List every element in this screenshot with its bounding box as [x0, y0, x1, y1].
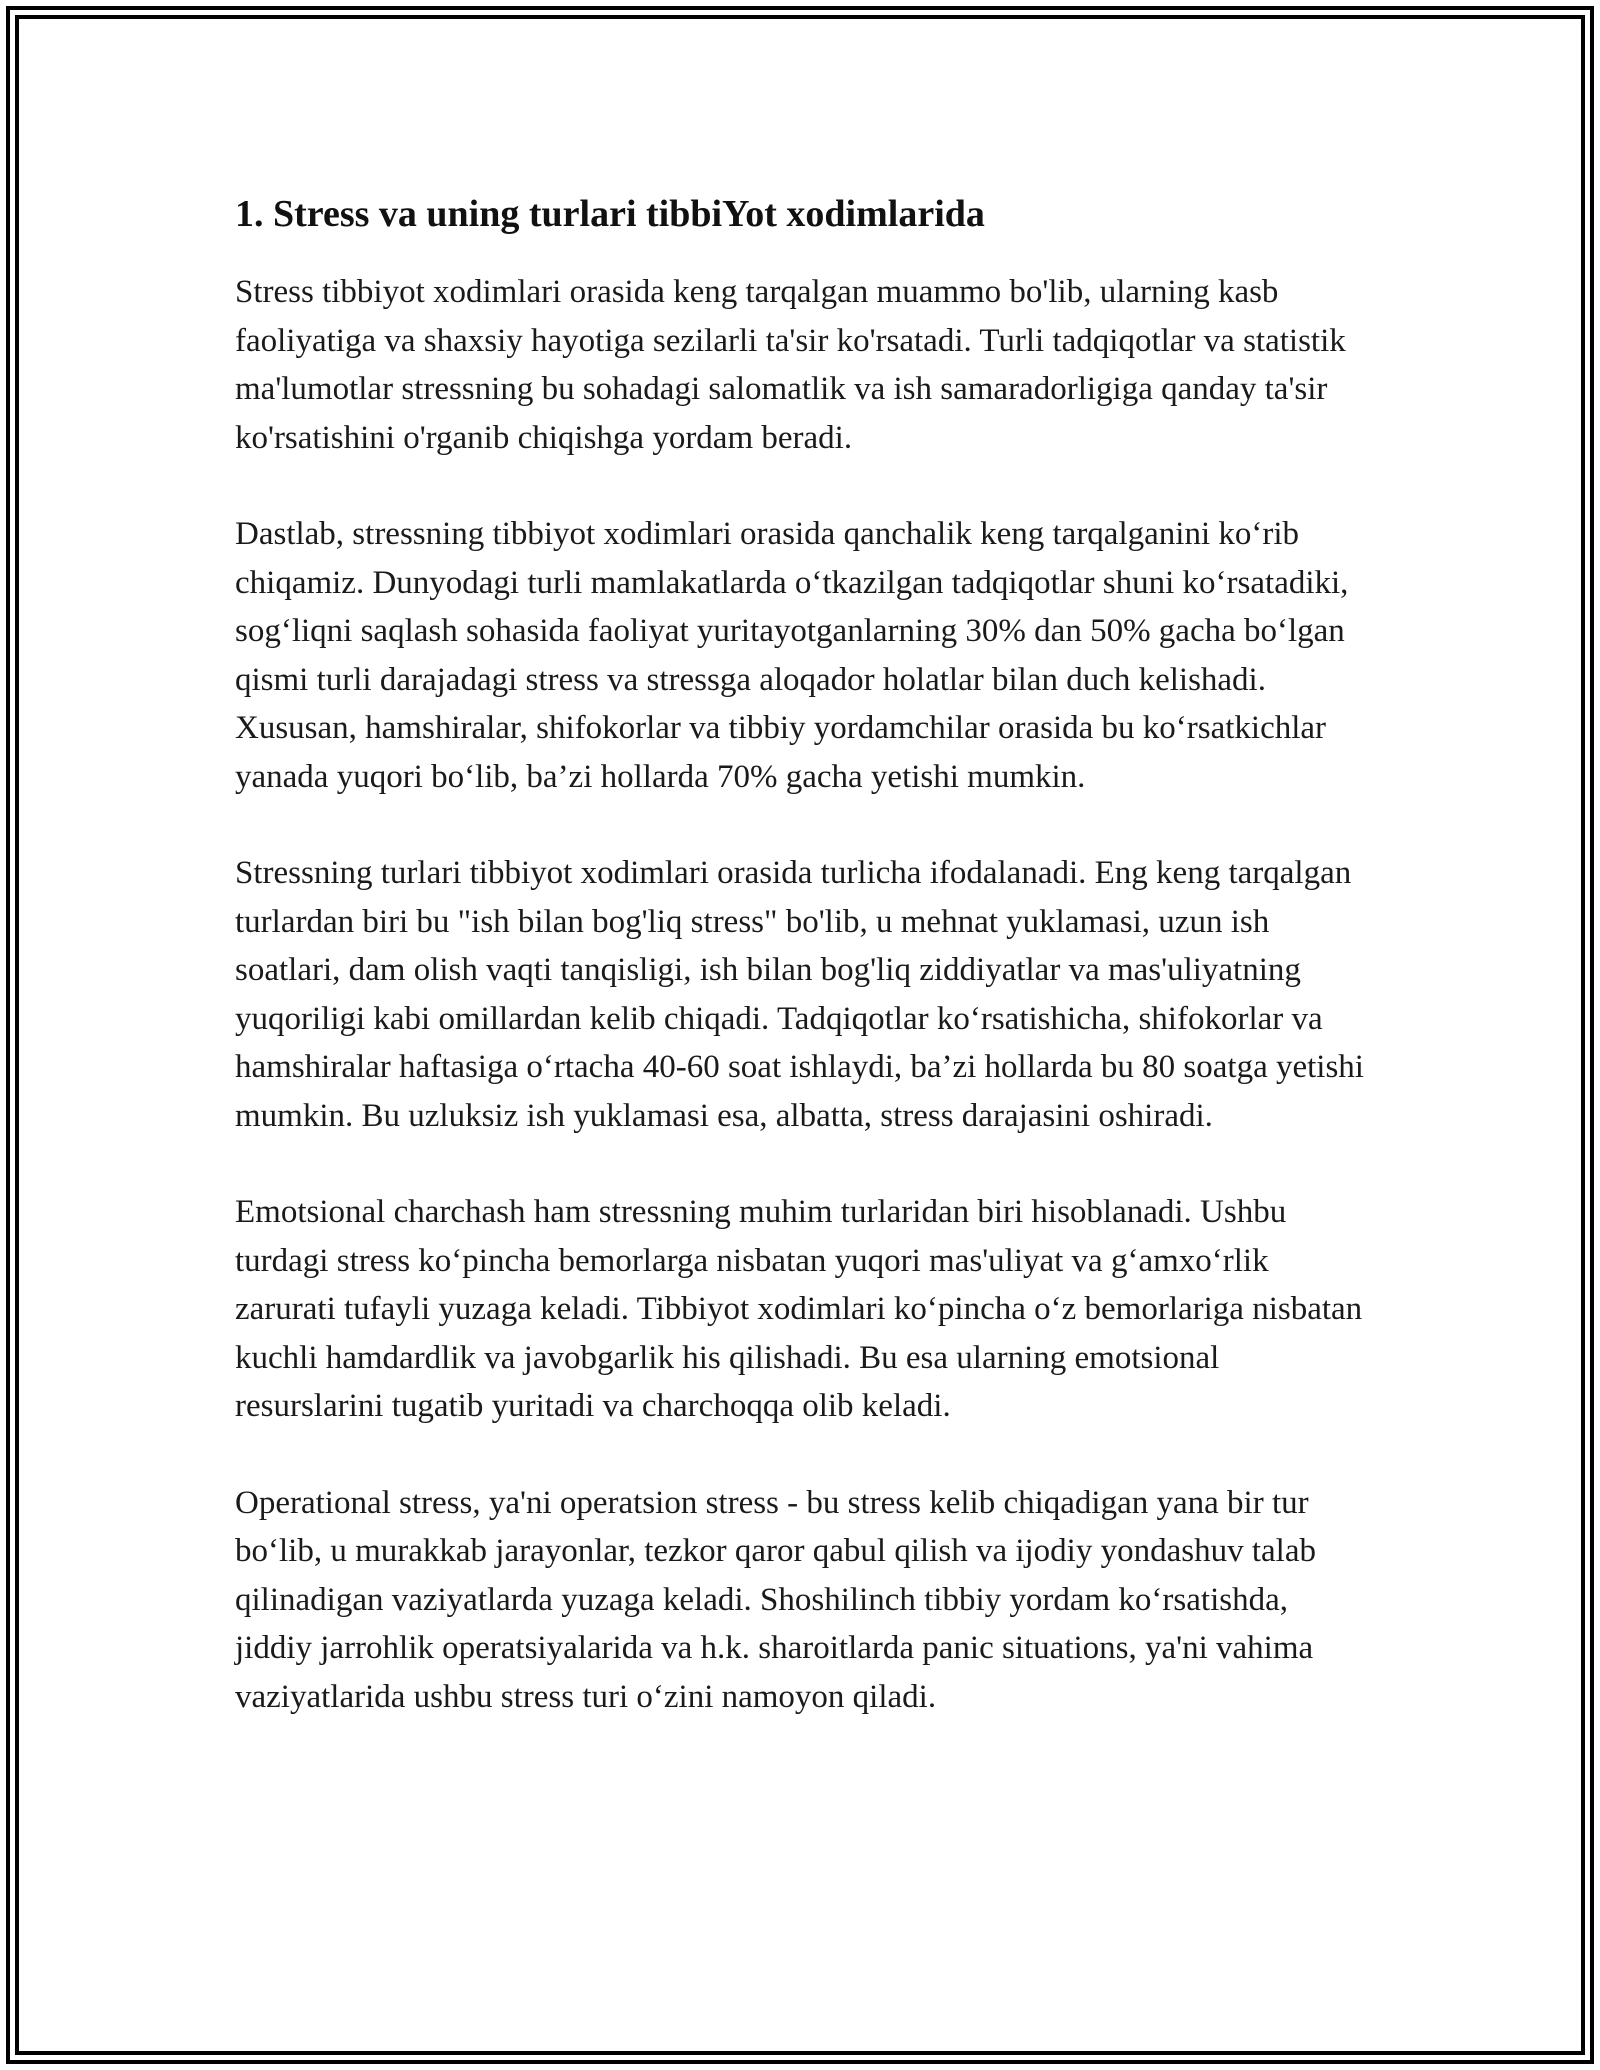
paragraph-emotional-exhaustion: Emotsional charchash ham stressning muhim turlaridan biri hisoblanadi. Ushbu turdagi stress ko‘pincha bemorlarga nisbatan yuqori mas'uliyat va g‘amxo‘rlik zarurati tufayli yuzaga keladi. Tibbiyot xodimlari ko‘pincha o‘z bemorlariga nisbatan kuchli hamdardlik va javobgarlik his qilishadi. Bu esa ularning emotsional resurslarini tugatib yuritadi va charchoqqa olib keladi.	[235, 1194, 1363, 1424]
document-title: 1. Stress va uning turlari tibbiYot xodimlarida	[235, 193, 985, 235]
paragraph-operational-stress: Operational stress, ya'ni operatsion stress - bu stress kelib chiqadigan yana bir tur bo‘lib, u murakkab jarayonlar, tezkor qaror qabul qilish va ijodiy yondashuv talab qilinadigan vaziyatlarda yuzaga keladi. Shoshilinch tibbiy yordam ko‘rsatishda, jiddiy jarrohlik operatsiyalarida va h.k. sharoitlarda panic situations, ya'ni vahima vaziyatlarida ushbu stress turi o‘zini namoyon qiladi.	[235, 1484, 1316, 1715]
paragraph-work-stress: Stressning turlari tibbiyot xodimlari orasida turlicha ifodalanadi. Eng keng tarqalgan turlardan biri bu "ish bilan bog'liq stress" bo'lib, u mehnat yuklamasi, uzun ish soatlari, dam olish vaqti tanqisligi, ish bilan bog'liq ziddiyatlar va mas'uliyatning yuqoriligi kabi omillardan kelib chiqadi. Tadqiqotlar ko‘rsatishicha, shifokorlar va hamshiralar haftasiga o‘rtacha 40-60 soat ishlaydi, ba’zi hollarda bu 80 soatga yetishi mumkin. Bu uzluksiz ish yuklamasi esa, albatta, stress darajasini oshiradi.	[235, 855, 1364, 1134]
paragraph-prevalence: Dastlab, stressning tibbiyot xodimlari orasida qanchalik keng tarqalganini ko‘rib chiqamiz. Dunyodagi turli mamlakatlarda o‘tkazilgan tadqiqotlar shuni ko‘rsatadiki, sog‘liqni saqlash sohasida faoliyat yuritayotganlarning 30% dan 50% gacha bo‘lgan qismi turli darajadagi stress va stressga aloqador holatlar bilan duch kelishadi. Xususan, hamshiralar, shifokorlar va tibbiy yordamchilar orasida bu ko‘rsatkichlar yanada yuqori bo‘lib, ba’zi hollarda 70% gacha yetishi mumkin.	[235, 516, 1349, 795]
paragraph-intro: Stress tibbiyot xodimlari orasida keng tarqalgan muammo bo'lib, ularning kasb faoliyatiga va shaxsiy hayotiga sezilarli ta'sir ko'rsatadi. Turli tadqiqotlar va statistik ma'lumotlar stressning bu sohadagi salomatlik va ish samaradorligiga qanday ta'sir ko'rsatishini o'rganib chiqishga yordam beradi.	[235, 274, 1346, 456]
document-body	[235, 188, 1365, 1769]
